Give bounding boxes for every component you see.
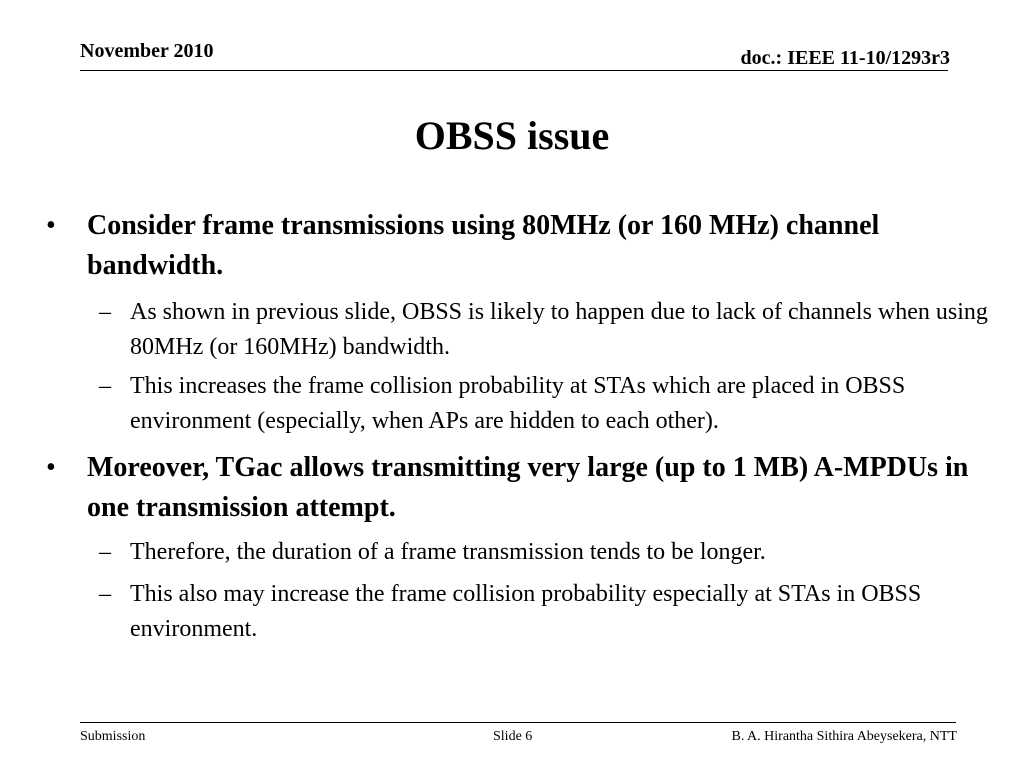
bullet-text: Consider frame transmissions using 80MHz (or 160 MHz) channel bandwidth.	[87, 210, 880, 281]
footer-slide-number: Slide 6	[493, 729, 533, 744]
footer-author: B. A. Hirantha Sithira Abeysekera, NTT	[731, 729, 957, 744]
sub-bullet-item	[99, 535, 990, 570]
bullet-text: Moreover, TGac allows transmitting very large (up to 1 MB) A-MPDUs in one transmission attempt.	[87, 452, 969, 523]
sub-bullet-text: Therefore, the duration of a frame transmission tends to be longer.	[130, 539, 766, 565]
sub-bullet-item	[99, 295, 990, 365]
footer-divider	[80, 722, 956, 723]
dash-icon: –	[99, 373, 111, 399]
dash-icon: –	[99, 299, 111, 325]
header-date: November 2010	[80, 40, 214, 62]
header-divider	[80, 70, 948, 71]
sub-bullet-text: As shown in previous slide, OBSS is likely to happen due to lack of channels when using 80MHz (or 160MHz) bandwidth.	[130, 299, 988, 360]
sub-bullet-item	[99, 577, 990, 647]
sub-bullet-text: This increases the frame collision probability at STAs which are placed in OBSS environment (especially, when APs are hidden to each other).	[130, 373, 906, 434]
dash-icon: –	[99, 539, 111, 565]
dash-icon: –	[99, 581, 111, 607]
bullet-item	[46, 206, 987, 286]
sub-bullet-item	[99, 369, 990, 439]
slide-title: OBSS issue	[414, 113, 610, 158]
header-doc-id: doc.: IEEE 11-10/1293r3	[740, 47, 950, 69]
bullet-item	[46, 448, 987, 528]
sub-bullet-text: This also may increase the frame collision probability especially at STAs in OBSS environment.	[130, 581, 922, 642]
footer-submission: Submission	[80, 729, 146, 744]
bullet-icon: •	[46, 210, 56, 241]
bullet-icon: •	[46, 452, 56, 483]
